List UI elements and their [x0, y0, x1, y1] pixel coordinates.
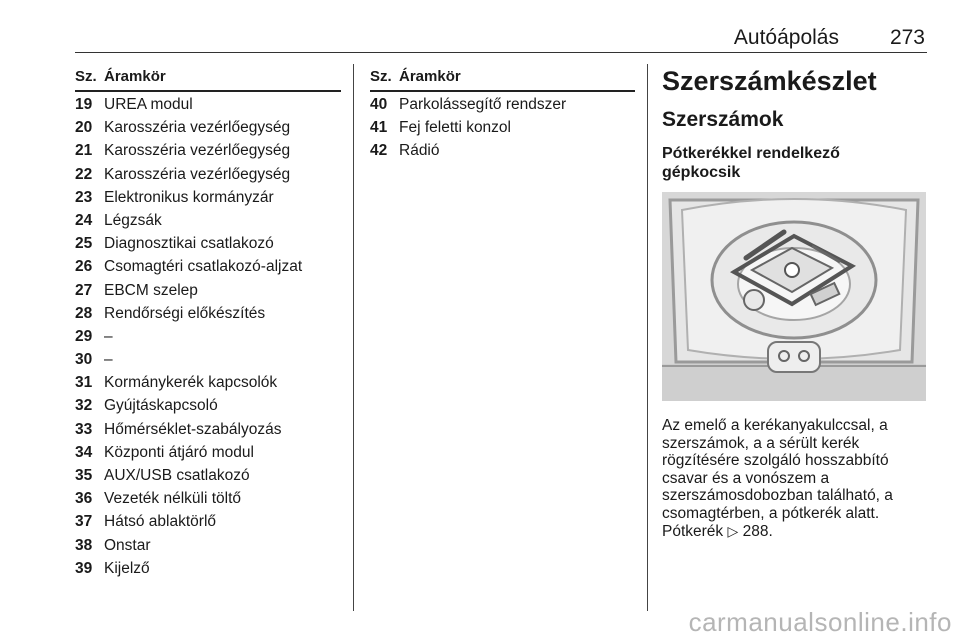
fuse-number: 36	[75, 490, 93, 508]
table-row	[75, 324, 341, 347]
table-header	[370, 66, 635, 92]
circuit-name: –	[104, 351, 113, 369]
fuse-number: 42	[370, 142, 388, 160]
column-header-circuit: Áramkör	[104, 68, 166, 85]
table-row	[75, 278, 341, 301]
toolkit-description	[662, 417, 926, 540]
fuse-number: 25	[75, 235, 93, 253]
circuit-name: Karosszéria vezérlőegység	[104, 165, 291, 183]
fuse-number: 29	[75, 327, 93, 345]
column-header-no: Sz.	[75, 68, 97, 85]
page-header	[75, 18, 927, 53]
fuse-number: 27	[75, 281, 93, 299]
circuit-name: Karosszéria vezérlőegység	[104, 142, 291, 160]
trunk-toolkit-illustration	[662, 192, 926, 401]
table-row	[75, 208, 341, 231]
fuse-number: 19	[75, 96, 93, 113]
table-row	[75, 509, 341, 532]
circuit-name: Rádió	[399, 142, 440, 160]
fuse-number: 28	[75, 304, 93, 322]
circuit-name: Gyújtáskapcsoló	[104, 397, 218, 415]
circuit-name: AUX/USB csatlakozó	[104, 467, 250, 484]
fuse-number: 35	[75, 467, 93, 484]
circuit-name: Onstar	[104, 536, 151, 554]
table-row	[370, 92, 635, 115]
circuit-name: Karosszéria vezérlőegység	[104, 119, 291, 137]
table-row	[75, 254, 341, 277]
fuse-number: 24	[75, 211, 93, 229]
fuse-table-2	[370, 66, 635, 162]
fuse-number: 38	[75, 536, 93, 554]
circuit-name: Légzsák	[104, 211, 162, 229]
fuse-table-1	[75, 66, 341, 579]
fuse-number: 37	[75, 513, 93, 531]
fuse-number: 20	[75, 119, 93, 137]
column-header-no: Sz.	[370, 68, 392, 85]
subsubsection-heading: Pótkerékkel rendelkező gépkocsik	[662, 145, 840, 181]
table-row	[75, 301, 341, 324]
watermark: carmanualsonline.info	[688, 607, 952, 637]
table-row	[75, 417, 341, 440]
column-divider	[353, 64, 354, 611]
fuse-number: 40	[370, 96, 388, 113]
circuit-name: Elektronikus kormányzár	[104, 188, 274, 206]
section-heading: Szerszámkészlet	[662, 66, 877, 96]
reference-label: Pótkerék	[662, 522, 724, 540]
table-row	[75, 185, 341, 208]
circuit-name: Hátsó ablaktörlő	[104, 513, 217, 531]
circuit-name: Vezeték nélküli töltő	[104, 490, 242, 508]
table-row	[75, 92, 341, 115]
fuse-number: 22	[75, 165, 93, 183]
circuit-name: –	[104, 327, 113, 345]
table-row	[75, 533, 341, 556]
circuit-name: Rendőrségi előkészítés	[104, 304, 266, 322]
circuit-name: Kijelző	[104, 559, 150, 577]
fuse-number: 21	[75, 142, 93, 160]
table-row	[75, 138, 341, 161]
reference-link[interactable]	[662, 523, 773, 540]
toolkit-section	[662, 66, 926, 606]
spare-wheel-tools-image	[662, 192, 926, 401]
reference-arrow-icon: ▷	[727, 522, 739, 539]
column-header-circuit: Áramkör	[399, 68, 461, 85]
fuse-number: 32	[75, 397, 93, 415]
fuse-number: 41	[370, 119, 388, 137]
fuse-number: 30	[75, 351, 93, 369]
paragraph-text: Az emelő a kerékanyakulccsal, a szerszámok, a a sérült kerék rögzítésére szolgáló hosszabbító csavar és a vonószem a szerszámosdobozban található, a csomagtérben, a pótkerék alatt.	[662, 417, 893, 522]
table-row	[75, 463, 341, 486]
table-body	[75, 92, 341, 579]
subsection-heading: Szerszámok	[662, 108, 784, 131]
table-row	[75, 115, 341, 138]
table-row	[75, 162, 341, 185]
table-header	[75, 66, 341, 92]
table-row	[75, 440, 341, 463]
page-number: 273	[889, 26, 925, 49]
circuit-name: Csomagtéri csatlakozó-aljzat	[104, 258, 303, 276]
circuit-name: Parkolássegítő rendszer	[399, 96, 567, 113]
circuit-name: EBCM szelep	[104, 281, 198, 299]
circuit-name: Diagnosztikai csatlakozó	[104, 235, 274, 253]
circuit-name: Központi átjáró modul	[104, 443, 254, 461]
fuse-number: 33	[75, 420, 93, 438]
table-row	[75, 370, 341, 393]
table-row	[75, 347, 341, 370]
circuit-name: Hőmérséklet-szabályozás	[104, 420, 282, 438]
fuse-number: 26	[75, 258, 93, 276]
table-body	[370, 92, 635, 162]
fuse-number: 39	[75, 559, 93, 577]
section-title: Autóápolás	[733, 26, 839, 49]
circuit-name: Kormánykerék kapcsolók	[104, 374, 278, 392]
table-row	[75, 486, 341, 509]
table-row	[370, 138, 635, 161]
circuit-name: UREA modul	[104, 96, 193, 113]
fuse-number: 23	[75, 188, 93, 206]
column-divider	[647, 64, 648, 611]
circuit-name: Fej feletti konzol	[399, 119, 511, 137]
table-row	[75, 393, 341, 416]
fuse-number: 34	[75, 443, 93, 461]
table-row	[370, 115, 635, 138]
table-row	[75, 556, 341, 579]
table-row	[75, 231, 341, 254]
reference-page: 288.	[742, 522, 773, 540]
fuse-number: 31	[75, 374, 93, 392]
